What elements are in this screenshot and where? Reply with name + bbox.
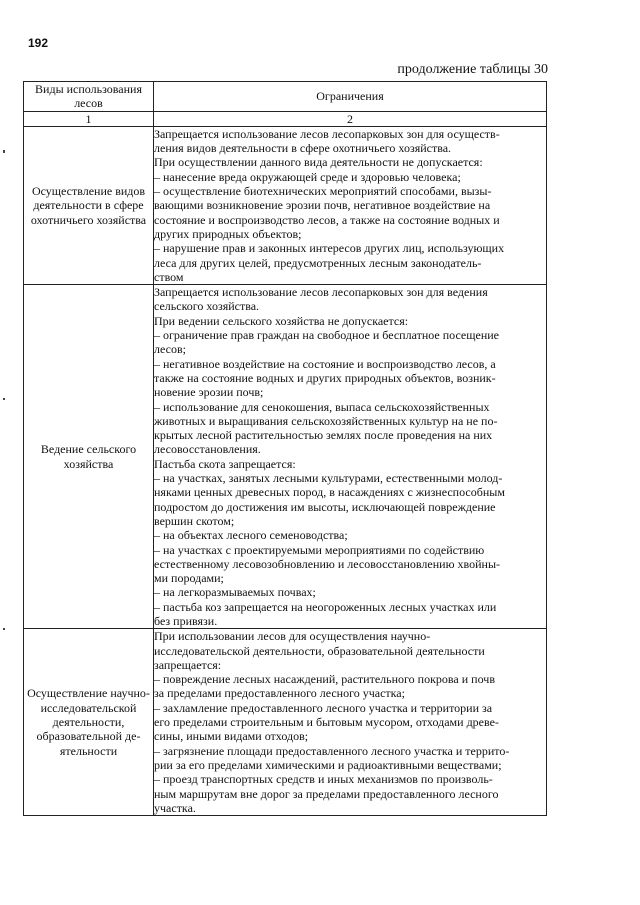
column-header-restrictions: Ограничения: [154, 82, 547, 112]
table-row: [24, 285, 547, 629]
table-continuation-caption: продолжение таблицы 30: [397, 62, 548, 77]
restriction-line: крытых лесной растительностью землях после проведения на них: [154, 428, 493, 443]
restriction-line: подростом до достижения им высоты, исключающей повреждение: [154, 499, 496, 514]
restriction-line: лесовосстановления.: [154, 442, 261, 457]
restriction-line: без привязи.: [154, 613, 218, 628]
restriction-line: других природных объектов;: [154, 226, 302, 241]
restriction-line: – на легкоразмываемых почвах;: [154, 585, 316, 600]
restriction-line: естественному лесовозобновлению и лесовосстановлению хвойны-: [154, 556, 501, 571]
restriction-line: – на участках, занятых лесными культурами, естественными молод-: [154, 471, 503, 486]
restrictions-cell: [154, 629, 547, 816]
restriction-line: няками ценных древесных пород, в насаждениях с жизнеспособным: [154, 485, 505, 500]
restriction-line: также на состояние водных и других природных объектов, возник-: [154, 370, 496, 385]
restriction-line: При осуществлении данного вида деятельности не допускается:: [154, 155, 483, 170]
restriction-line: – проезд транспортных средств и иных механизмов по произволь-: [154, 772, 493, 787]
scan-mark: [3, 628, 5, 630]
page-number: 192: [28, 36, 49, 50]
restriction-line: сельского хозяйства.: [154, 299, 260, 314]
restriction-line: – негативное воздействие на состояние и воспроизводство лесов, а: [154, 356, 496, 371]
restriction-line: – на участках с проектируемыми мероприятиями по содействию: [154, 542, 485, 557]
activity-type-cell: Осуществление видов деятельности в сфере охотничьего хозяйства: [24, 126, 154, 284]
activity-type-cell: Ведение сельского хозяйства: [24, 285, 154, 629]
restriction-line: При ведении сельского хозяйства не допускается:: [154, 313, 409, 328]
restriction-line: – на объектах лесного семеноводства;: [154, 528, 348, 543]
column-header-activity-types: Виды использования лесов: [24, 82, 154, 112]
restriction-line: – нанесение вреда окружающей среде и здоровью человека;: [154, 169, 461, 184]
restriction-line: вающими возникновение эрозии почв, негативное воздействие на: [154, 198, 491, 213]
restriction-line: Пастьба скота запрещается:: [154, 456, 296, 471]
scan-mark: [3, 398, 5, 400]
restrictions-cell: [154, 285, 547, 629]
table-body: [24, 126, 547, 815]
restriction-line: – осуществление биотехнических мероприятий способами, вызы-: [154, 184, 492, 199]
restriction-line: за пределами предоставленного лесного участка;: [154, 686, 405, 701]
restriction-line: участка.: [154, 800, 196, 815]
restriction-line: ным маршрутам вне дорог за пределами предоставленного лесного: [154, 786, 499, 801]
activity-type-cell: Осуществление научно-исследовательской деятельности, образовательной де-ятельности: [24, 629, 154, 816]
restriction-line: запрещается:: [154, 657, 222, 672]
table-header-row: [24, 82, 547, 112]
restriction-line: ления видов деятельности в сфере охотничьего хозяйства.: [154, 141, 452, 156]
restriction-line: его пределами строительным и бытовым мусором, отходами древе-: [154, 715, 499, 730]
restrictions-cell: [154, 126, 547, 284]
restriction-line: При использовании лесов для осуществления научно-: [154, 629, 431, 644]
restriction-line: сины, иными видами отходов;: [154, 729, 309, 744]
restriction-line: Запрещается использование лесов лесопарковых зон для осуществ-: [154, 126, 500, 141]
restriction-line: вершин скотом;: [154, 513, 235, 528]
scan-mark: [3, 150, 5, 153]
restriction-line: рии за его пределами химическими и радиоактивными веществами;: [154, 757, 502, 772]
restriction-line: – нарушение прав и законных интересов других лиц, использующих: [154, 241, 505, 256]
table-row: [24, 126, 547, 284]
column-number-row: [24, 111, 547, 126]
restriction-line: ми породами;: [154, 571, 224, 586]
restriction-line: животных и выращивания сельскохозяйственных культур на не по-: [154, 413, 498, 428]
restriction-line: – повреждение лесных насаждений, растительного покрова и почв: [154, 672, 495, 687]
restriction-line: ством: [154, 269, 184, 284]
restriction-line: исследовательской деятельности, образовательной деятельности: [154, 643, 485, 658]
column-number: 2: [154, 111, 547, 126]
restriction-line: – пастьба коз запрещается на неогороженных лесных участках или: [154, 599, 497, 614]
restriction-line: Запрещается использование лесов лесопарковых зон для ведения: [154, 285, 488, 300]
restriction-line: – захламление предоставленного лесного участка и территории за: [154, 700, 493, 715]
restriction-line: новение эрозии почв;: [154, 385, 264, 400]
restriction-line: лесов;: [154, 342, 186, 357]
table-row: [24, 629, 547, 816]
restriction-line: – ограничение прав граждан на свободное и бесплатное посещение: [154, 328, 499, 343]
column-number: 1: [24, 111, 154, 126]
restriction-line: состояние и воспроизводство лесов, а также на состояние водных и: [154, 212, 500, 227]
restriction-line: – загрязнение площади предоставленного лесного участка и террито-: [154, 743, 510, 758]
restriction-line: леса для других целей, предусмотренных лесным законодатель-: [154, 255, 482, 270]
restriction-line: – использование для сенокошения, выпаса сельскохозяйственных: [154, 399, 490, 414]
restrictions-table: [23, 81, 547, 816]
